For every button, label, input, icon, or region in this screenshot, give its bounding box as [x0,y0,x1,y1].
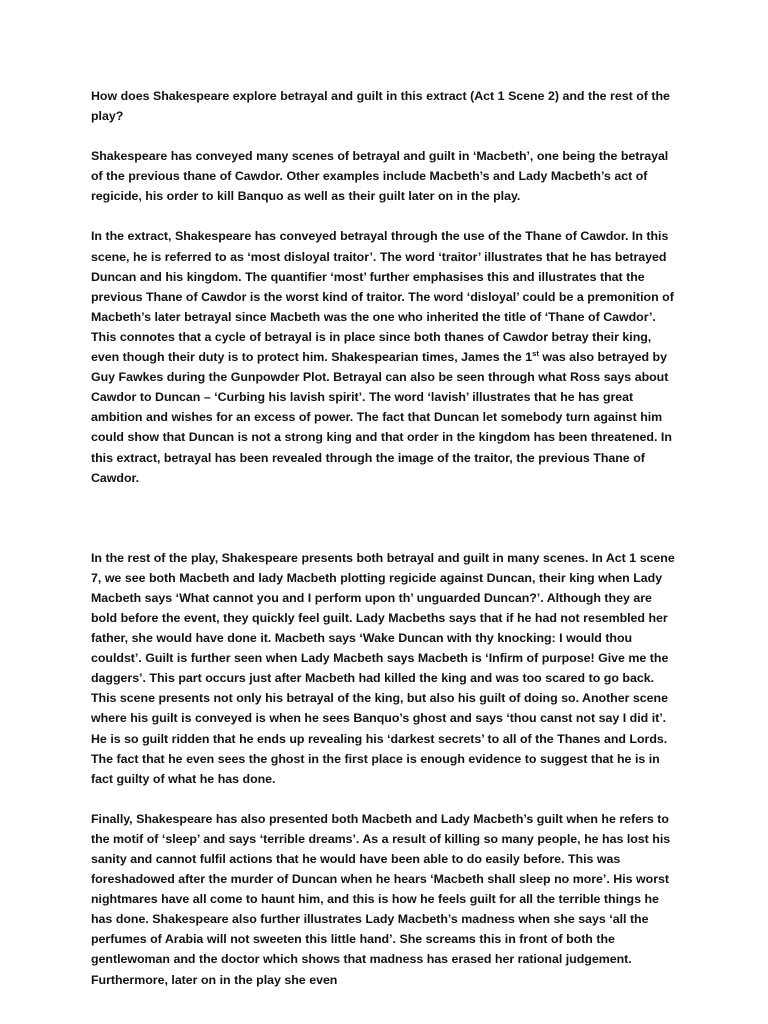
paragraph-question-prompt: How does Shakespeare explore betrayal and guilt in this extract (Act 1 Scene 2) and the rest of the play? [91,89,670,124]
paragraph-rest-of-play-analysis: In the rest of the play, Shakespeare presents both betrayal and guilt in many scenes. In Act 1 scene 7, we see both Macbeth and lady Macbeth plotting regicide against Duncan, their king when Lady Macbeth says ‘What cannot you and I perform upon th’ unguarded Duncan?’. Although they are bold before the event, they quickly feel guilt. Lady Macbeths says that if he had not resembled her father, she would have done it. Macbeth says ‘Wake Duncan with thy knocking: I would thou couldst’. Guilt is further seen when Lady Macbeth says Macbeth is ‘Infirm of purpose! Give me the daggers’. This part occurs just after Macbeth had killed the king and was too scared to go back. This scene presents not only his betrayal of the king, but also his guilt of doing so. Another scene where his guilt is conveyed is when he sees Banquo’s ghost and says ‘thou canst not say I did it’. He is so guilt ridden that he ends up revealing his ‘darkest secrets’ to all of the Thanes and Lords. The fact that he even sees the ghost in the first place is enough evidence to suggest that he is in fact guilty of what he has done. [91,550,675,786]
document-text-body [91,86,677,990]
paragraph-extract-analysis [91,226,677,487]
paragraph-extract-analysis-text-after-ordinal: was also betrayed by Guy Fawkes during the Gunpowder Plot. Betrayal can also be seen through what Ross says about Cawdor to Duncan – ‘Curbing his lavish spirit’. The word ‘lavish’ illustrates that he has great ambition and wishes for an excess of power. The fact that Duncan let somebody turn against him could show that Duncan is not a strong king and that order in the kingdom has been threatened. In this extract, betrayal has been revealed through the image of the traitor, the previous Thane of Cawdor. [91,350,672,485]
paragraph-extract-analysis-text-before-ordinal: In the extract, Shakespeare has conveyed betrayal through the use of the Thane of Cawdor. In this scene, he is referred to as ‘most disloyal traitor’. The word ‘traitor’ illustrates that he has betrayed Duncan and his kingdom. The quantifier ‘most’ further emphasises this and illustrates that the previous Thane of Cawdor is the worst kind of traitor. The word ‘disloyal’ could be a premonition of Macbeth’s later betrayal since Macbeth was the one who inherited the title of ‘Thane of Cawdor’. This connotes that a cycle of betrayal is in place since both thanes of Cawdor betray their king, even though their duty is to protect him. Shakespearian times, James the 1 [91,229,674,365]
paragraph-sleep-motif-analysis: Finally, Shakespeare has also presented both Macbeth and Lady Macbeth’s guilt when he refers to the motif of ‘sleep’ and says ‘terrible dreams’. As a result of killing so many people, he has lost his sanity and cannot fulfil actions that he would have been able to do easily before. This was foreshadowed after the murder of Duncan when he hears ‘Macbeth shall sleep no more’. His worst nightmares have all come to haunt him, and this is how he feels guilt for all the terrible things he has done. Shakespeare also further illustrates Lady Macbeth’s madness when she says ‘all the perfumes of Arabia will not sweeten this little hand’. She screams this in front of both the gentlewoman and the doctor which shows that madness has erased her rational judgement. Furthermore, later on in the play she even [91,811,671,987]
ordinal-suffix-superscript: st [532,348,539,358]
paragraph-introduction: Shakespeare has conveyed many scenes of betrayal and guilt in ‘Macbeth’, one being the betrayal of the previous thane of Cawdor. Other examples include Macbeth’s and Lady Macbeth’s act of regicide, his order to kill Banquo as well as their guilt later on in the play. [91,149,669,204]
